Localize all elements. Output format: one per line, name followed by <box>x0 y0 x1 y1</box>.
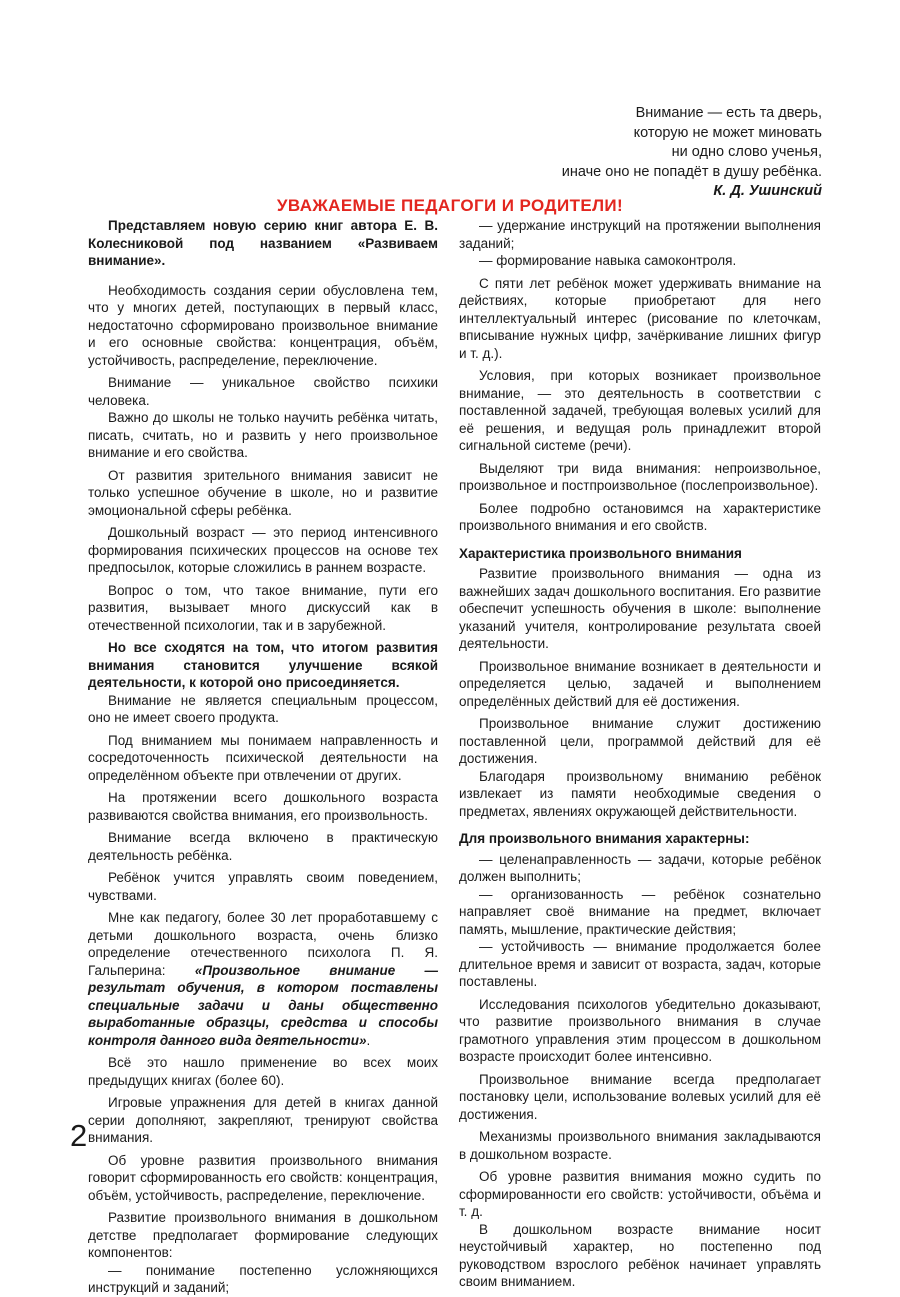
page-title: УВАЖАЕМЫЕ ПЕДАГОГИ И РОДИТЕЛИ! <box>276 196 624 215</box>
list-item: — понимание постепенно усложняющихся инструкций и заданий; <box>88 1262 438 1295</box>
epigraph-line: ни одно слово ученья, <box>671 144 822 160</box>
galperin-quote-end: . <box>366 1032 371 1048</box>
bold-paragraph: Но все сходятся на том, что итогом развития внимания становится улучшение всякой деятельности, к которой оно присоединяется. <box>88 640 438 690</box>
epigraph-author: К. Д. Ушинский <box>713 183 822 199</box>
paragraph: Более подробно остановимся на характеристике произвольного внимания и его свойств. <box>459 500 821 533</box>
paragraph: Об уровне развития произвольного внимания говорит сформированность его свойств: концентрация, объём, устойчивость, распределение, переключение. <box>88 1152 438 1203</box>
paragraph: С пяти лет ребёнок может удерживать внимание на действиях, которые приобретают для него интеллектуальный интерес (рисование по клеточкам, вписывание нужных цифр, зачёркивание лишних фигур и т. д.). <box>459 275 821 361</box>
list-item: — удержание инструкций на протяжении выполнения заданий; <box>459 218 821 251</box>
paragraph: Важно до школы не только научить ребёнка читать, писать, считать, но и развить у него произвольное внимание и его свойства. <box>88 410 438 460</box>
paragraph: Внимание не является специальным процессом, оно не имеет своего продукта. <box>88 692 438 725</box>
page-number: 2 <box>70 1118 88 1153</box>
epigraph-line: которую не может миновать <box>633 124 822 141</box>
galperin-quote: «Произвольное внимание — результат обучения, в котором поставлены специальные задачи и даны общественно выработанные образцы, средства и способы контроля данного вида деятельности» <box>88 962 438 1048</box>
paragraph: Внимание — уникальное свойство психики человека. <box>88 375 438 408</box>
left-column <box>88 217 438 1297</box>
paragraph: Игровые упражнения для детей в книгах данной серии дополняют, закрепляют, тренируют свойства внимания. <box>88 1095 438 1145</box>
paragraph: От развития зрительного внимания зависит не только успешное обучение в школе, но и развитие эмоциональной сферы ребёнка. <box>88 467 438 518</box>
paragraph: Произвольное внимание служит достижению поставленной цели, программой действий для её достижения. <box>459 716 821 766</box>
list-item: — организованность — ребёнок сознательно направляет своё внимание на предмет, включает память, мышление, практические действия; <box>459 886 821 937</box>
paragraph: Ребёнок учится управлять своим поведением, чувствами. <box>88 870 438 903</box>
paragraph: Механизмы произвольного внимания закладываются в дошкольном возрасте. <box>459 1129 821 1162</box>
paragraph: Дошкольный возраст — это период интенсивного формирования психических процессов на основе тех предпосылок, которые сложились в раннем возрасте. <box>88 525 438 575</box>
paragraph: Необходимость создания серии обусловлена тем, что у многих детей, поступающих в первый класс, недостаточно сформировано произвольное внимание и его основные свойства: концентрация, объём, устойчивость, распределение, переключение. <box>88 282 438 368</box>
paragraph: В дошкольном возрасте внимание носит неустойчивый характер, но постепенно под руководством взрослого ребёнок начинает управлять своим вниманием. <box>459 1221 821 1289</box>
galperin-intro: Мне как педагогу, более 30 лет проработавшему с детьми дошкольного возраста, очень близко определение отечественного психолога П. Я. Гальперина: <box>88 910 438 978</box>
paragraph: Всё это нашло применение во всех моих предыдущих книгах (более 60). <box>88 1055 438 1088</box>
epigraph-line: иначе оно не попадёт в душу ребёнка. <box>561 163 822 180</box>
list-item: — целенаправленность — задачи, которые ребёнок должен выполнить; <box>459 851 821 884</box>
paragraph: Вопрос о том, что такое внимание, пути его развития, вызывает много дискуссий как в отечественной психологии, так и в зарубежной. <box>88 582 438 633</box>
paragraph: Произвольное внимание всегда предполагает постановку цели, использование волевых усилий для её достижения. <box>459 1071 821 1122</box>
paragraph: Условия, при которых возникает произвольное внимание, — это деятельность в соответствии с поставленной задачей, требующая волевых усилий для её решения, и ведущая роль принадлежит второй сигнальной системе (речи). <box>459 368 821 453</box>
paragraph: Внимание всегда включено в практическую деятельность ребёнка. <box>88 830 438 863</box>
paragraph: Благодаря произвольному вниманию ребёнок извлекает из памяти необходимые сведения о предметах, явлениях окружающей действительности. <box>459 768 821 819</box>
galperin-paragraph <box>88 909 438 1049</box>
section-heading: Для произвольного внимания характерны: <box>459 831 750 846</box>
list-item: — устойчивость — внимание продолжается более длительное время и зависит от возраста, задач, которые поставлены. <box>459 939 821 989</box>
paragraph: Под вниманием мы понимаем направленность и сосредоточенность психической деятельности на определённом объекте при отвлечении от других. <box>88 732 438 783</box>
right-column <box>459 217 821 1291</box>
paragraph: Развитие произвольного внимания в дошкольном детстве предполагает формирование следующих компонентов: <box>88 1210 438 1260</box>
list-item: — формирование навыка самоконтроля. <box>479 253 737 268</box>
paragraph: Выделяют три вида внимания: непроизвольное, произвольное и постпроизвольное (послепроизвольное). <box>459 460 821 493</box>
paragraph: Развитие произвольного внимания — одна из важнейших задач дошкольного воспитания. Его развитие обеспечит успешность обучения в школе: выполнение указаний учителя, контролирование результата своей деятельности. <box>459 566 821 651</box>
paragraph: Исследования психологов убедительно доказывают, что развитие произвольного внимания в случае грамотного управления этим процессом в дошкольном возрасте происходит более интенсивно. <box>459 996 821 1064</box>
paragraph: Произвольное внимание возникает в деятельности и определяется целью, задачей и выполнением определённых действий для её достижения. <box>459 658 821 709</box>
paragraph: На протяжении всего дошкольного возраста развиваются свойства внимания, его произвольность. <box>88 790 438 823</box>
paragraph: Об уровне развития внимания можно судить по сформированности его свойств: устойчивости, объёма и т. д. <box>459 1169 821 1219</box>
epigraph-line: Внимание — есть та дверь, <box>635 105 822 121</box>
epigraph <box>562 104 822 202</box>
intro-paragraph: Представляем новую серию книг автора Е. В. Колесниковой под названием «Развиваем внимание». <box>88 218 438 268</box>
section-heading: Характеристика произвольного внимания <box>459 545 742 561</box>
